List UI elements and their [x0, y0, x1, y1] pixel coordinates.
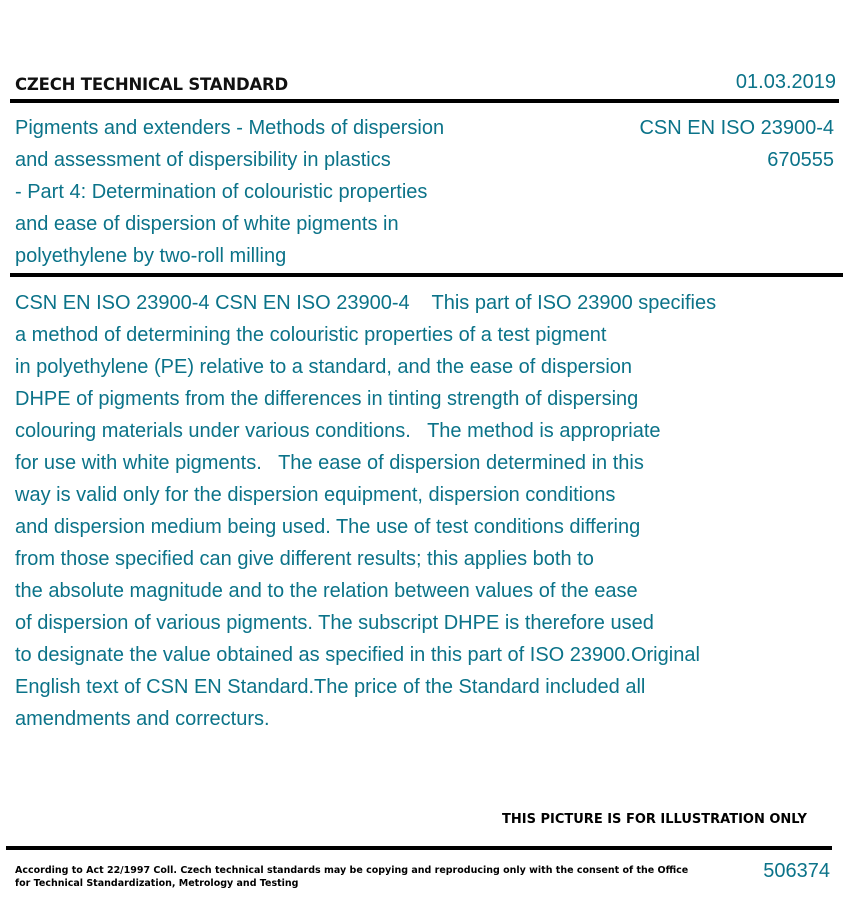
abstract-line: way is valid only for the dispersion equipment, dispersion conditions: [15, 484, 616, 506]
abstract-line: the absolute magnitude and to the relation between values of the ease: [15, 580, 638, 602]
title-line: and assessment of dispersibility in plastics: [15, 149, 391, 171]
header-divider: [10, 99, 839, 103]
abstract-line: a method of determining the colouristic properties of a test pigment: [15, 324, 607, 346]
publication-date: 01.03.2019: [735, 71, 836, 93]
legal-notice: [15, 864, 689, 890]
abstract-line: for use with white pigments. The ease of dispersion determined in this: [15, 452, 644, 474]
product-id: 506374: [763, 860, 830, 882]
document-type-label: CZECH TECHNICAL STANDARD: [15, 75, 289, 94]
illustration-notice: THIS PICTURE IS FOR ILLUSTRATION ONLY: [502, 812, 807, 827]
footer-divider: [6, 846, 832, 850]
title-line: and ease of dispersion of white pigments in: [15, 213, 399, 235]
abstract-line: amendments and correcturs.: [15, 708, 270, 730]
abstract-line: in polyethylene (PE) relative to a standard, and the ease of dispersion: [15, 356, 633, 378]
abstract-text: [15, 287, 845, 735]
legal-line: According to Act 22/1997 Coll. Czech technical standards may be copying and reproducing only with the consent of the Office: [15, 865, 689, 876]
abstract-line: and dispersion medium being used. The use of test conditions differing: [15, 516, 641, 538]
title-divider: [10, 273, 843, 277]
abstract-line: DHPE of pigments from the differences in tinting strength of dispersing: [15, 388, 639, 410]
abstract-line: to designate the value obtained as specified in this part of ISO 23900.Original: [15, 644, 700, 666]
title-line: polyethylene by two-roll milling: [15, 245, 287, 267]
abstract-line: CSN EN ISO 23900-4 CSN EN ISO 23900-4 This part of ISO 23900 specifies: [15, 292, 717, 314]
abstract-line: English text of CSN EN Standard.The price of the Standard included all: [15, 676, 646, 698]
title-line: Pigments and extenders - Methods of dispersion: [15, 117, 445, 139]
title-line: - Part 4: Determination of colouristic properties: [15, 181, 428, 203]
abstract-line: of dispersion of various pigments. The subscript DHPE is therefore used: [15, 612, 654, 634]
standard-code: CSN EN ISO 23900-4: [639, 117, 834, 139]
abstract-line: from those specified can give different results; this applies both to: [15, 548, 594, 570]
classification-number: 670555: [767, 149, 834, 171]
legal-line: for Technical Standardization, Metrology and Testing: [15, 878, 299, 889]
abstract-line: colouring materials under various conditions. The method is appropriate: [15, 420, 661, 442]
